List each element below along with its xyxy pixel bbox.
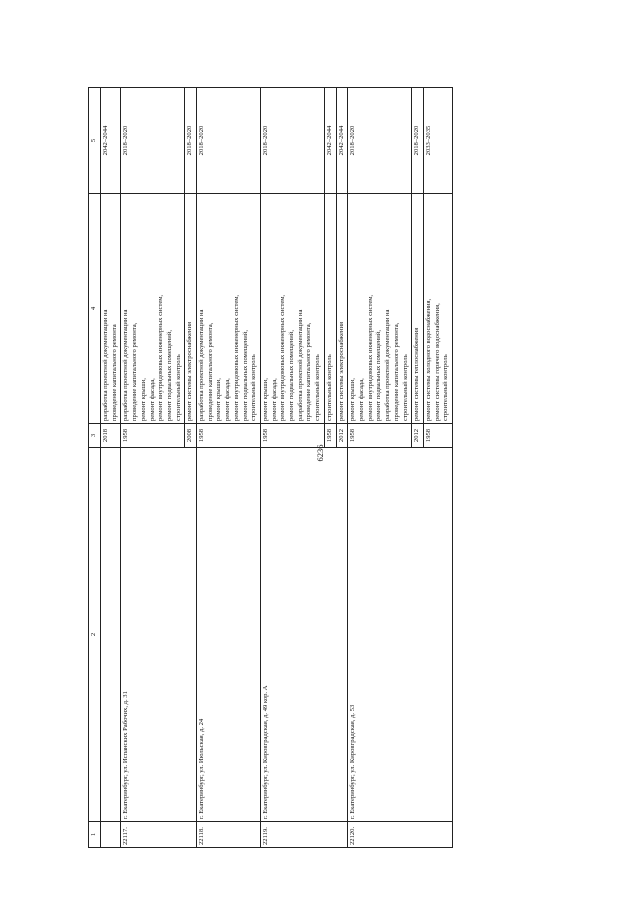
work-line: разработка проектной документации на [384,309,392,421]
year-cell: 1958 [197,424,261,448]
page-number: 6236 [315,444,325,462]
work-line: разработка проектной документации на [122,309,130,421]
year-cell: 2018 [101,424,121,448]
work-cell [412,194,424,424]
year-cell: 1958 [121,424,185,448]
work-line: ремонт системы теплоснабжения [413,327,421,421]
work-line: ремонт внутридомовых инженерных систем, [157,294,165,421]
row-number-cell: 22119. [260,822,347,848]
work-line: строительный контроль [401,354,409,421]
work-line: ремонт подвальных помещений, [288,330,296,421]
work-line: строительный контроль [325,354,333,421]
row-number-cell [101,822,121,848]
work-cell [260,194,324,424]
work-line: ремонт подвальных помещений, [375,330,383,421]
period-cell: 2042–2044 [336,88,348,194]
header-col-4: 4 [89,194,101,424]
address-cell: г. Екатеринбург, ул. Кировградская, д. 53 [348,448,453,822]
year-cell: 2012 [412,424,424,448]
work-cell [197,194,261,424]
address-cell [101,448,121,822]
work-cell [336,194,348,424]
work-line: ремонт внутридомовых инженерных систем, [366,294,374,421]
year-cell: 1958 [348,424,412,448]
work-line: проведение капитального ремонта, [206,322,214,421]
year-cell: 1958 [423,424,452,448]
work-line: ремонт крыши, [139,378,147,421]
header-col-3: 3 [89,424,101,448]
period-cell: 2018–2020 [260,88,324,194]
year-cell: 2008 [185,424,197,448]
address-cell: г. Екатеринбург, ул. Испанских Рабочих, д. 31 [121,448,197,822]
work-line: ремонт внутридомовых инженерных систем, [279,294,287,421]
work-line: проведение капитального ремонта, [392,322,400,421]
row-number-cell: 22118. [197,822,261,848]
work-line: ремонт подвальных помещений, [165,330,173,421]
work-line: разработка проектной документации на [296,309,304,421]
work-cell [101,194,121,424]
work-cell [348,194,412,424]
year-cell: 1958 [324,424,336,448]
work-cell [423,194,452,424]
work-line: разработка проектной документации на [198,309,206,421]
header-col-5: 5 [89,88,101,194]
work-line: ремонт фасада, [357,378,365,421]
header-col-2: 2 [89,448,101,822]
header-row [89,88,101,848]
table-row [121,88,185,848]
work-line: ремонт системы электроснабжения [337,321,345,421]
table-body [101,88,453,848]
year-cell: 1958 [260,424,324,448]
work-line: ремонт фасада, [224,378,232,421]
work-line: разработка проектной документации на [102,309,109,421]
work-line: строительный контроль [174,354,182,421]
header-col-1: 1 [89,822,101,848]
table-row [101,88,121,848]
schedule-table [88,87,453,848]
work-line: ремонт крыши, [215,378,223,421]
period-cell: 2042–2044 [101,88,121,194]
work-cell [121,194,185,424]
work-line: ремонт фасада, [270,378,278,421]
year-cell: 2012 [336,424,348,448]
work-line: проведение капитального ремонта, [131,322,139,421]
row-number-cell: 22117. [121,822,197,848]
table-row [348,88,412,848]
work-line: ремонт внутридомовых инженерных систем, [232,294,240,421]
work-line: проведение капитального ремонта [110,324,118,421]
period-cell: 2018–2020 [121,88,185,194]
period-cell: 2018–2020 [412,88,424,194]
work-line: строительный контроль [314,354,322,421]
work-line: ремонт системы холодного водоснабжения, [424,298,432,421]
work-line: ремонт подвальных помещений, [241,330,249,421]
table-row [197,88,261,848]
work-line: строительный контроль [442,354,450,421]
work-line: ремонт крыши, [349,378,357,421]
work-cell [185,194,197,424]
table-row [260,88,324,848]
work-line: строительный контроль [250,354,258,421]
work-line: проведение капитального ремонта, [305,322,313,421]
period-cell: 2018–2020 [197,88,261,194]
work-cell [324,194,336,424]
repair-schedule-table [88,88,566,848]
period-cell: 2018–2020 [348,88,412,194]
address-cell: г. Екатеринбург, ул. Кировградская, д. 49 кор. А [260,448,347,822]
work-line: ремонт крыши, [261,378,269,421]
work-line: ремонт фасада, [148,378,156,421]
row-number-cell: 22120. [348,822,453,848]
period-cell: 2033–2035 [423,88,452,194]
work-line: ремонт системы горячего водоснабжения, [433,303,441,421]
period-cell: 2018–2020 [185,88,197,194]
period-cell: 2042–2044 [324,88,336,194]
work-line: ремонт системы электроснабжения [186,321,194,421]
address-cell: г. Екатеринбург, ул. Июльская, д. 24 [197,448,261,822]
